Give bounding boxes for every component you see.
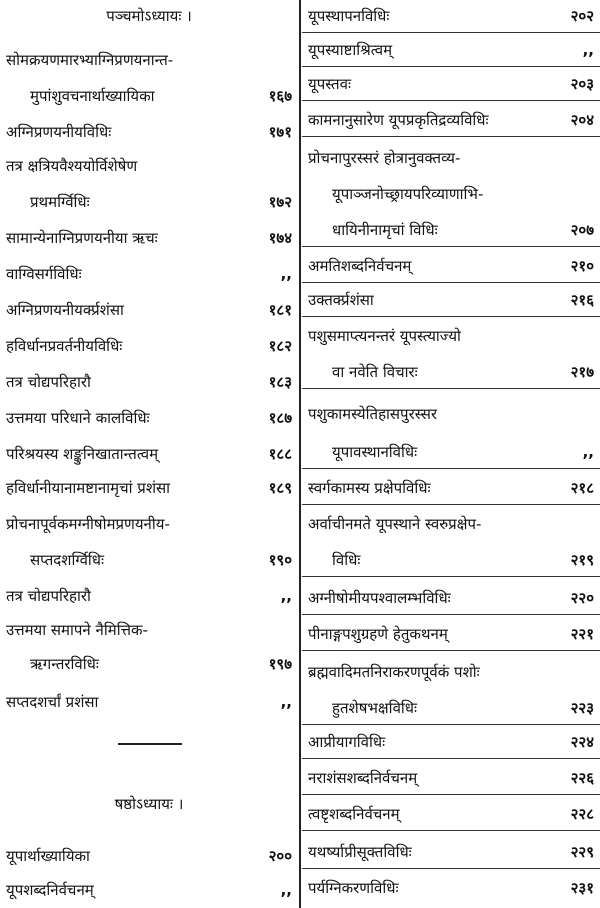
index-entry <box>0 614 298 646</box>
entry-page: २२६ <box>570 769 594 787</box>
index-entry <box>0 580 298 612</box>
index-entry <box>0 648 298 680</box>
entry-page: २२१ <box>570 625 594 643</box>
chapter-heading-text: षष्ठोऽध्यायः । <box>114 795 184 813</box>
entry-text: त्वष्टृशब्दनिर्वचनम् <box>308 805 400 823</box>
entry-page: २१६ <box>570 291 594 309</box>
index-entry <box>0 258 298 290</box>
entry-page: २३१ <box>570 879 594 897</box>
entry-text: उत्तमया परिधाने कालविधिः <box>6 409 150 427</box>
entry-page: १८७ <box>268 409 292 427</box>
chapter-heading <box>0 788 298 820</box>
entry-page: २०३ <box>570 75 594 93</box>
entry-text: मुपांशुवचनार्थाख्यायिका <box>30 87 155 105</box>
index-entry <box>0 116 298 148</box>
index-entry <box>0 186 298 218</box>
entry-text: पीनाङ्गपशुग्रहणे हेतुकथनम् <box>308 625 448 643</box>
entry-text: आप्रीयागविधिः <box>308 733 386 751</box>
index-entry <box>302 398 600 430</box>
index-entry <box>0 874 298 906</box>
chapter-heading-text: पञ्चमोऽध्यायः । <box>106 7 192 25</box>
entry-text: यूपाञ्जनोच्छ्रायपरिव्याणाभि- <box>332 185 484 203</box>
index-entry <box>302 214 600 247</box>
index-entry <box>0 150 298 182</box>
entry-text: ब्रह्मवादिमतनिराकरणपूर्वकं पशोः <box>308 663 480 681</box>
entry-text: यूपस्तवः <box>308 75 351 93</box>
entry-page: ,, <box>582 41 594 59</box>
index-entry <box>302 250 600 283</box>
entry-page: १७२ <box>268 193 292 211</box>
index-entry <box>302 836 600 869</box>
index-entry <box>0 840 298 872</box>
entry-text: प्रोचनापुरस्सरं होत्रानुवक्तव्य- <box>308 149 461 167</box>
entry-text: पर्यग्निकरणविधिः <box>308 879 399 897</box>
entry-page: १८८ <box>268 445 292 463</box>
entry-text: हविर्धानप्रवर्तनीयविधिः <box>6 337 123 355</box>
entry-text: यूपस्थापनविधिः <box>308 7 390 25</box>
entry-page: ,, <box>582 443 594 461</box>
entry-text: प्रथमर्ग्विधिः <box>30 193 90 211</box>
entry-text: उत्तमया समापने नैमित्तिक- <box>6 621 148 639</box>
entry-text: यूपावस्थानविधिः <box>332 443 418 461</box>
entry-page: २२९ <box>570 843 594 861</box>
index-entry <box>302 178 600 210</box>
entry-text: यथर्ष्याप्रीसूक्तविधिः <box>308 843 412 861</box>
index-entry <box>302 320 600 352</box>
entry-page: १९० <box>268 551 292 569</box>
entry-page: १८२ <box>268 337 292 355</box>
index-entry <box>0 330 298 362</box>
index-entry <box>0 222 298 254</box>
index-entry <box>302 472 600 505</box>
entry-page: २२३ <box>570 699 594 717</box>
entry-text: विधिः <box>332 551 361 569</box>
entry-page: ,, <box>280 587 292 605</box>
entry-text: अग्निप्रणयनीयविधिः <box>6 123 112 141</box>
entry-page: २२४ <box>570 733 594 751</box>
index-entry <box>0 80 298 112</box>
entry-text: उक्तर्क्प्रशंसा <box>308 291 374 309</box>
entry-page: २०० <box>268 847 292 865</box>
entry-text: वाग्विसर्गविधिः <box>6 265 82 283</box>
entry-text: तत्र क्षत्रियवैश्ययोर्विशेषेण <box>6 157 138 175</box>
index-entry <box>302 104 600 137</box>
entry-text: यूपशब्दनिर्वचनम् <box>6 881 94 899</box>
index-entry <box>302 872 600 904</box>
index-entry <box>302 68 600 101</box>
entry-page: १७१ <box>268 123 292 141</box>
entry-text: सप्तदशर्ग्विधिः <box>30 551 105 569</box>
index-entry <box>302 356 600 389</box>
entry-page: १७४ <box>268 229 292 247</box>
entry-text: सोमक्रयणमारभ्याग्निप्रणयनान्त- <box>6 51 174 69</box>
entry-text: स्वर्गकामस्य प्रक्षेपविधिः <box>308 479 431 497</box>
entry-text: अग्निप्रणयनीयर्क्प्रशंसा <box>6 301 124 319</box>
entry-page: १९७ <box>268 655 292 673</box>
entry-page: २०४ <box>570 111 594 129</box>
chapter-heading <box>0 0 298 32</box>
entry-text: हुतशेषभक्षविधिः <box>332 699 418 717</box>
entry-text: नराशंसशब्दनिर्वचनम् <box>308 769 418 787</box>
index-entry <box>302 582 600 615</box>
index-entry <box>302 0 600 33</box>
entry-text: अमतिशब्दनिर्वचनम् <box>308 257 412 275</box>
entry-text: तत्र चोद्यपरिहारौ <box>6 373 91 391</box>
index-entry <box>0 686 298 718</box>
index-entry <box>302 508 600 540</box>
entry-text: प्रोचनापूर्वकमग्नीषोमप्रणयनीय- <box>6 515 170 533</box>
index-entry <box>0 294 298 326</box>
index-entry <box>0 508 298 540</box>
entry-page: २२० <box>570 589 594 607</box>
index-entry <box>302 618 600 651</box>
entry-page: १८९ <box>268 479 292 497</box>
entry-text: पशुसमाप्त्यनन्तरं यूपस्त्याज्यो <box>308 327 461 345</box>
entry-page: १८१ <box>268 301 292 319</box>
entry-page: १६७ <box>268 87 292 105</box>
entry-text: धायिनीनामृचां विधिः <box>332 221 438 239</box>
index-entry <box>0 366 298 398</box>
entry-page: २१९ <box>570 551 594 569</box>
index-entry <box>302 142 600 174</box>
entry-text: हविर्धानीयानामष्टानामृचां प्रशंसा <box>6 479 171 497</box>
entry-text: अग्नीषोमीयपश्वालम्भविधिः <box>308 589 451 607</box>
entry-page: ,, <box>280 881 292 899</box>
index-entry <box>0 472 298 504</box>
index-entry <box>0 544 298 576</box>
entry-text: ऋगन्तरविधिः <box>30 655 99 673</box>
entry-page: ,, <box>280 265 292 283</box>
entry-text: वा नवेति विचारः <box>332 363 418 381</box>
index-entry <box>0 44 298 76</box>
column-divider <box>299 0 301 908</box>
index-entry <box>0 402 298 434</box>
entry-text: यूपस्याष्टाश्रित्वम् <box>308 41 393 59</box>
index-entry <box>302 762 600 795</box>
index-entry <box>302 692 600 725</box>
entry-text: सामान्येनाग्निप्रणयनीया ऋचः <box>6 229 158 247</box>
entry-page: २०२ <box>570 7 594 25</box>
entry-page: २१० <box>570 257 594 275</box>
entry-text: यूपार्थाख्यायिका <box>6 847 90 865</box>
index-entry <box>302 284 600 317</box>
entry-page: २१७ <box>570 363 594 381</box>
entry-text: पशुकामस्येतिहासपुरस्सर <box>308 405 437 423</box>
entry-text: अर्वाचीनमते यूपस्थाने स्वरुप्रक्षेप- <box>308 515 482 533</box>
index-entry <box>0 438 298 470</box>
index-entry <box>302 34 600 67</box>
entry-page: २१८ <box>570 479 594 497</box>
index-entry <box>302 436 600 469</box>
entry-text: कामनानुसारेण यूपप्रकृतिद्रव्यविधिः <box>308 111 489 129</box>
entry-page: ,, <box>280 693 292 711</box>
entry-page: २०७ <box>570 221 594 239</box>
index-entry <box>302 798 600 831</box>
entry-text: तत्र चोद्यपरिहारौ <box>6 587 91 605</box>
index-entry <box>302 726 600 759</box>
entry-text: परिश्रयस्य शङ्कुनिखातान्तत्वम् <box>6 445 159 463</box>
entry-page: १८३ <box>268 373 292 391</box>
entry-text: सप्तदशर्चां प्रशंसा <box>6 693 99 711</box>
entry-page: २२८ <box>570 805 594 823</box>
section-separator <box>118 743 182 745</box>
index-entry <box>302 544 600 577</box>
index-entry <box>302 656 600 688</box>
